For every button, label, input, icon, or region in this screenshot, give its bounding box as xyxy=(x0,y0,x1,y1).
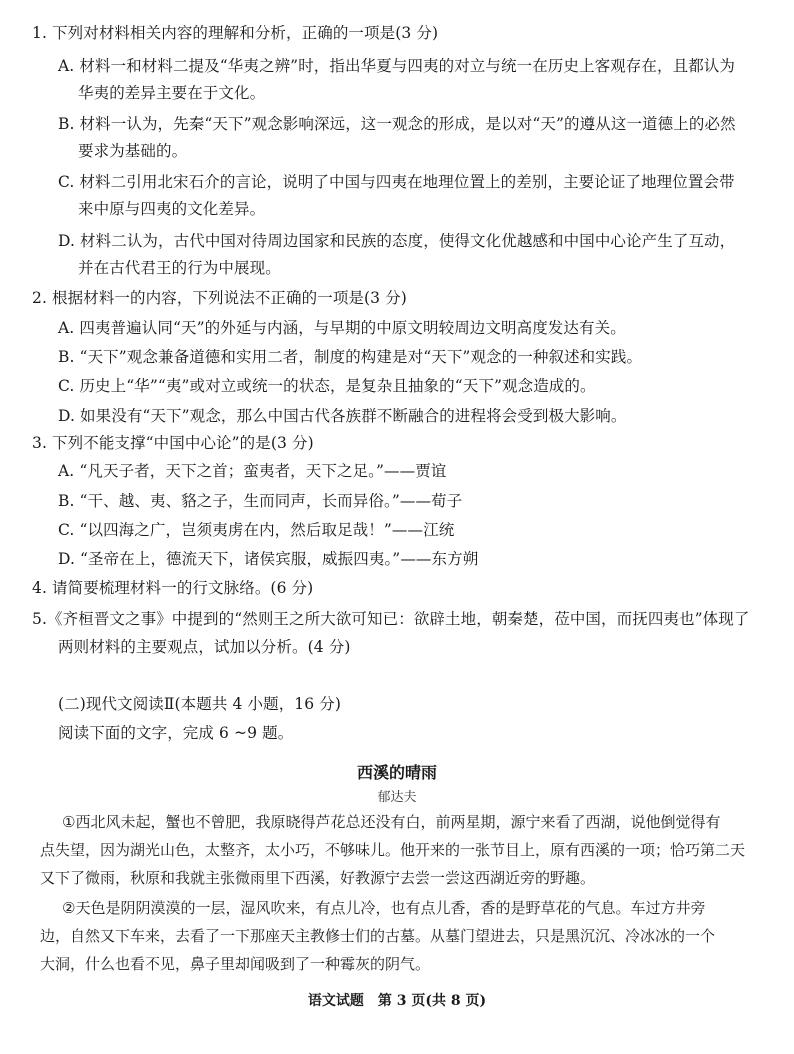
question-2-option-b: B. “天下”观念兼备道德和实用二者，制度的构建是对“天下”观念的一种叙述和实践。 xyxy=(58,348,643,366)
paragraph-line: 点失望，因为湖光山色，太整齐，太小巧，不够味儿。他开来的一张节目上，原有西溪的一项；恰巧第二天 xyxy=(40,841,746,859)
article-title: 西溪的晴雨 xyxy=(356,763,437,782)
question-1-option-b-cont: 要求为基础的。 xyxy=(78,142,188,160)
paragraph-line: 又下了微雨，秋原和我就主张微雨里下西溪，好教源宁去尝一尝这西湖近旁的野趣。 xyxy=(40,869,596,887)
question-2-option-d: D. 如果没有“天下”观念，那么中国古代各族群不断融合的进程将会受到极大影响。 xyxy=(58,407,627,425)
article-paragraph-2 xyxy=(40,894,770,978)
paragraph-line: ②天色是阴阴漠漠的一层，湿风吹来，有点儿冷，也有点儿香，香的是野草花的气息。车过方井旁 xyxy=(62,899,706,917)
question-2-option-c: C. 历史上“华”“夷”或对立或统一的状态，是复杂且抽象的“天下”观念造成的。 xyxy=(58,377,596,395)
question-1-option-d: D. 材料二认为，古代中国对待周边国家和民族的态度，使得文化优越感和中国中心论产生了互动， xyxy=(58,232,736,250)
page-footer: 语文试题 第 3 页(共 8 页) xyxy=(307,993,487,1009)
question-1-option-d-cont: 并在古代君王的行为中展现。 xyxy=(78,259,281,277)
article-author: 郁达夫 xyxy=(377,790,417,805)
question-2-stem: 2. 根据材料一的内容，下列说法不正确的一项是(3 分) xyxy=(32,289,407,307)
question-1-stem: 1. 下列对材料相关内容的理解和分析，正确的一项是(3 分) xyxy=(32,24,439,42)
paragraph-line: ①西北风未起，蟹也不曾肥，我原晓得芦花总还没有白，前两星期，源宁来看了西湖，说他倒觉得有 xyxy=(62,813,721,831)
question-3-option-b: B. “干、越、夷、貉之子，生而同声，长而异俗。”——荀子 xyxy=(58,492,463,510)
question-3-option-a: A. “凡天子者，天下之首；蛮夷者，天下之足。”——贾谊 xyxy=(58,462,447,480)
question-5-stem-cont: 两则材料的主要观点，试加以分析。(4 分) xyxy=(58,638,351,656)
question-3-option-d: D. “圣帝在上，德流天下，诸侯宾服，威振四夷。”——东方朔 xyxy=(58,550,479,568)
question-1-option-a-cont: 华夷的差异主要在于文化。 xyxy=(78,84,266,102)
paragraph-line: 边，自然又下车来，去看了一下那座天主教修士们的古墓。从墓门望进去，只是黑沉沉、冷冰冰的一个 xyxy=(40,927,716,945)
question-1-option-b: B. 材料一认为，先秦“天下”观念影响深远，这一观念的形成，是以对“天”的遵从这一道德上的必然 xyxy=(58,115,736,133)
question-1-option-c: C. 材料二引用北宋石介的言论，说明了中国与四夷在地理位置上的差别，主要论证了地理位置会带 xyxy=(58,173,735,191)
question-5-stem: 5.《齐桓晋文之事》中提到的“然则王之所大欲可知已：欲辟土地，朝秦楚，莅中国，而抚四夷也”体现了 xyxy=(32,610,750,628)
section-instruction: 阅读下面的文字，完成 6 ~9 题。 xyxy=(58,724,294,742)
question-3-option-c: C. “以四海之广，岂须夷虏在内，然后取足哉！”——江统 xyxy=(58,521,455,539)
paragraph-line: 大洞，什么也看不见，鼻子里却闻吸到了一种霉灰的阴气。 xyxy=(40,955,431,973)
section-heading: (二)现代文阅读Ⅱ(本题共 4 小题，16 分) xyxy=(58,695,341,713)
question-1-option-a: A. 材料一和材料二提及“华夷之辨”时，指出华夏与四夷的对立与统一在历史上客观存在，且都认为 xyxy=(58,57,735,75)
question-4-stem: 4. 请简要梳理材料一的行文脉络。(6 分) xyxy=(32,579,314,597)
question-3-stem: 3. 下列不能支撑“中国中心论”的是(3 分) xyxy=(32,434,314,452)
article-paragraph-1 xyxy=(40,808,770,892)
question-1-option-c-cont: 来中原与四夷的文化差异。 xyxy=(78,200,266,218)
question-2-option-a: A. 四夷普遍认同“天”的外延与内涵，与早期的中原文明较周边文明高度发达有关。 xyxy=(58,319,626,337)
